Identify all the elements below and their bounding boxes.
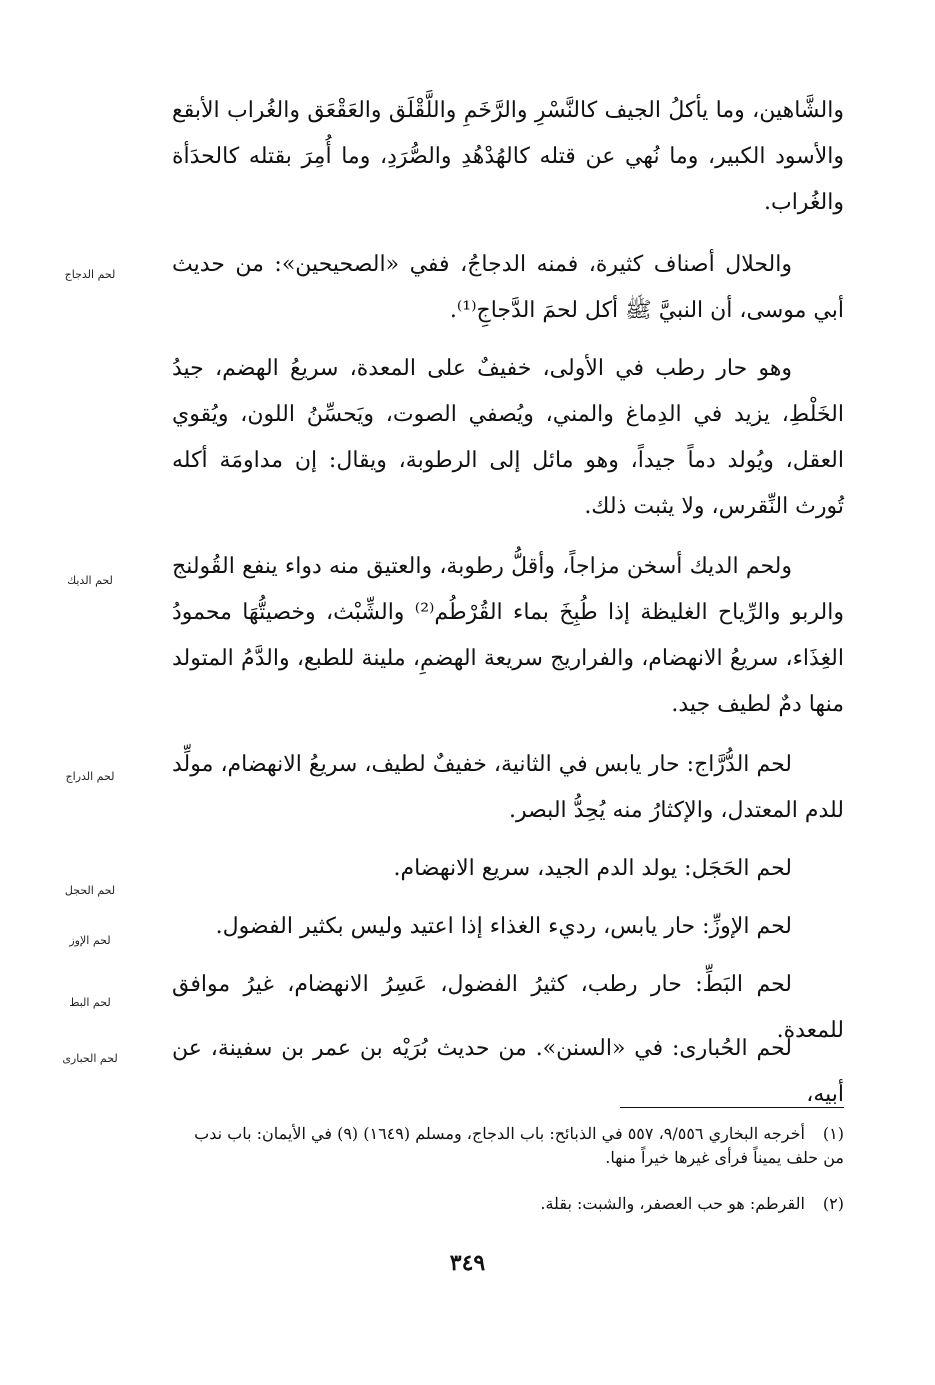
paragraph-chicken-properties: وهو حار رطب في الأولى، خفيفٌ على المعدة، سريعُ الهضم، جيدُ الخَلْطِ، يزيد في الدِماغ والمني، ويُصفي الصوت، ويَحسِّنُ اللون، ويُقوي العقل، ويُولد دماً جيداً، وهو مائل إلى الرطوبة، ويقال: إن مداومَة أكله تُورث النِّقرس، ولا يثبت ذلك. bbox=[172, 356, 844, 519]
footnote-number: (١) bbox=[822, 1124, 844, 1143]
footnote-text: القرطم: هو حب العصفر، والشبت: بقلة. bbox=[540, 1194, 805, 1213]
paragraph-bustard: لحم الحُبارى: في «السنن». من حديث بُرَيْه بن عمر بن سفينة، عن أبيه، bbox=[172, 1036, 844, 1107]
margin-note-partridge: لحم الحجل bbox=[64, 884, 116, 897]
page-number: ٣٤٩ bbox=[449, 1250, 486, 1276]
paragraph-chicken: والحلال أصناف كثيرة، فمنه الدجاجُ، ففي «الصحيحين»: من حديث أبي موسى، أن النبيَّ ﷺ أكل لحمَ الدَّجاجِ⁽¹⁾. bbox=[172, 252, 844, 323]
margin-note-francolin: لحم الدراج bbox=[65, 770, 115, 783]
paragraph-scavengers: والشَّاهين، وما يأكلُ الجيف كالنَّسْرِ والرَّخَمِ واللَّقْلَق والعَقْعَق والغُراب الأبقع والأسود الكبير، وما نُهي عن قتله كالهُدْهُدِ والصُّرَدِ، وما أُمِرَ بقتله كالحدَأة والغُراب. bbox=[172, 98, 844, 215]
margin-note-duck: لحم البط bbox=[69, 996, 111, 1009]
footnote-number: (٢) bbox=[822, 1194, 844, 1213]
paragraph-partridge: لحم الحَجَل: يولد الدم الجيد، سريع الانهضام. bbox=[393, 856, 792, 881]
paragraph-rooster: ولحم الديك أسخن مزاجاً، وأقلُّ رطوبة، والعتيق منه دواء ينفع القُولنج والربو والرِّياح الغليظة إذا طُبِخَ بماء القُرْطُم⁽²⁾ والشِّبْث، وخصيتُّهَا محمودُ الغِذَاء، سريعُ الانهضام، والفراريج سريعة الهضمِ، ملينة للطبع، والدَّمُ المتولد منها دمٌ لطيف جيد. bbox=[172, 554, 845, 717]
paragraph-duck: لحم البَطِّ: حار رطب، كثيرُ الفضول، عَسِرُ الانهضام، غيرُ موافق للمعدة. bbox=[172, 972, 844, 1043]
margin-note-bustard: لحم الحبارى bbox=[62, 1052, 118, 1065]
footnote-text: أخرجه البخاري ٩/٥٥٦، ٥٥٧ في الذبائح: باب الدجاج، ومسلم (١٦٤٩) (٩) في الأيمان: باب ندب من حلف يميناً فرأى غيرها خيراً منها. bbox=[194, 1124, 844, 1167]
paragraph-francolin: لحم الدُّرَّاج: حار يابس في الثانية، خفيفٌ لطيف، سريعُ الانهضام، مولِّد للدم المعتدل، والإكثارُ منه يُحِدُّ البصر. bbox=[172, 752, 844, 823]
margin-note-rooster: لحم الديك bbox=[67, 574, 113, 587]
footnote-1 bbox=[172, 1122, 844, 1170]
footnote-2 bbox=[172, 1192, 844, 1216]
paragraph-goose: لحم الإوزِّ: حار يابس، رديء الغذاء إذا اعتيد وليس بكثير الفضول. bbox=[215, 914, 792, 939]
margin-note-chicken: لحم الدجاج bbox=[64, 268, 116, 281]
footnote-divider bbox=[620, 1107, 844, 1108]
margin-note-goose: لحم الإوز bbox=[69, 934, 111, 947]
